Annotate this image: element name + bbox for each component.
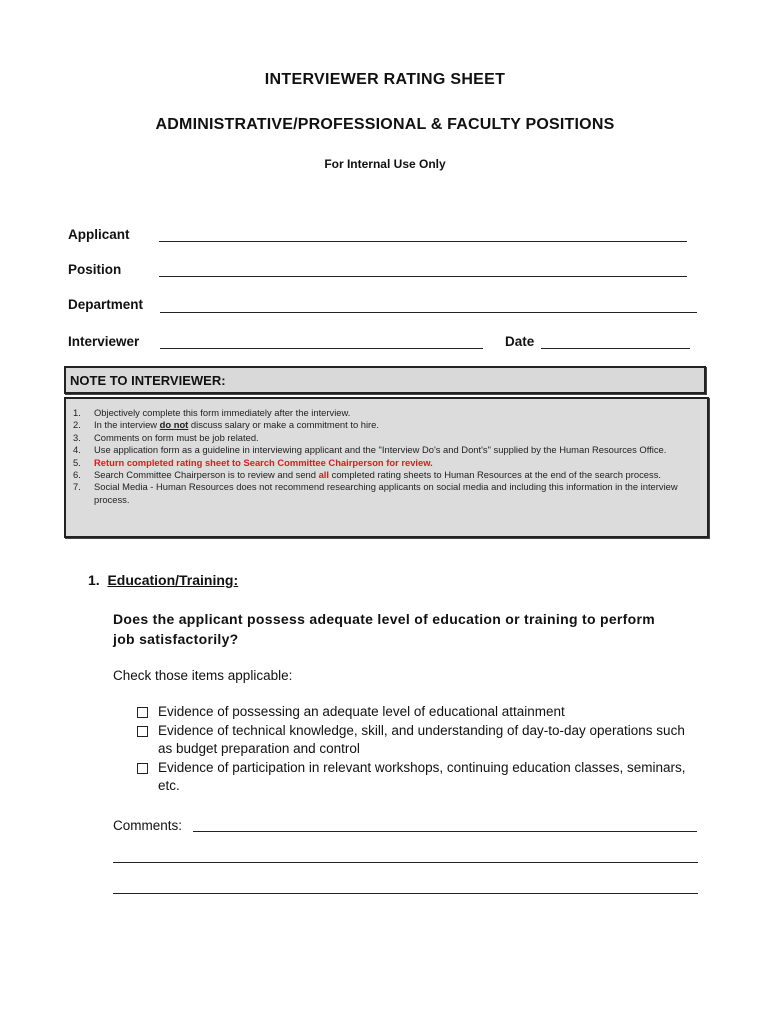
note-list — [66, 407, 696, 506]
note-item: 4. Use application form as a guideline in interviewing applicant and the "Interview Do's and Dont's" supplied by the Human Resources Office. — [73, 444, 667, 456]
section-number: 1. — [88, 572, 100, 588]
checklist-item: Evidence of technical knowledge, skill, and understanding of day-to-day operations such as budget preparation and control — [136, 722, 696, 759]
checkbox[interactable] — [137, 726, 148, 737]
date-field[interactable] — [541, 348, 690, 349]
comments-line[interactable] — [113, 862, 698, 863]
checklist — [136, 703, 696, 796]
note-body — [64, 397, 709, 538]
page-subtitle: ADMINISTRATIVE/PROFESSIONAL & FACULTY POSITIONS — [155, 116, 615, 133]
comments-line[interactable] — [113, 893, 698, 894]
note-item: 2. In the interview do not discuss salary or make a commitment to hire. — [73, 419, 379, 431]
section-question: Does the applicant possess adequate level of education or training to perform job satisfactorily? — [113, 611, 655, 647]
section-title: Education/Training: — [107, 572, 239, 588]
note-item: 6. Search Committee Chairperson is to review and send all completed rating sheets to Human Resources at the end of the search process. — [73, 469, 661, 481]
position-label: Position — [68, 262, 122, 277]
note-header — [64, 366, 706, 394]
department-label: Department — [68, 297, 144, 312]
checkbox[interactable] — [137, 707, 148, 718]
emphasis-do-not: do not — [159, 419, 189, 431]
note-item: 1. Objectively complete this form immediately after the interview. — [73, 407, 351, 418]
section-heading — [88, 572, 238, 588]
position-field[interactable] — [159, 276, 687, 277]
checklist-item: Evidence of participation in relevant workshops, continuing education classes, seminars, etc. — [136, 759, 696, 796]
check-instruction: Check those items applicable: — [113, 668, 293, 683]
interviewer-label: Interviewer — [68, 334, 140, 349]
note-item: 5. Return completed rating sheet to Search Committee Chairperson for review. — [73, 456, 433, 468]
usage-note: For Internal Use Only — [324, 157, 446, 171]
note-heading: NOTE TO INTERVIEWER: — [70, 373, 226, 388]
emphasis-all: all — [318, 469, 330, 481]
comments-line[interactable] — [193, 831, 697, 832]
comments-label: Comments: — [113, 818, 183, 833]
date-label: Date — [505, 334, 535, 349]
interviewer-field[interactable] — [160, 348, 483, 349]
checkbox[interactable] — [137, 763, 148, 774]
return-instruction: Return completed rating sheet to Search Committee Chairperson for review. — [94, 456, 433, 468]
applicant-label: Applicant — [68, 227, 130, 242]
department-field[interactable] — [160, 312, 697, 313]
note-item: 3. Comments on form must be job related. — [73, 431, 259, 443]
checklist-item: Evidence of possessing an adequate level of educational attainment — [136, 703, 696, 722]
page-title: INTERVIEWER RATING SHEET — [264, 71, 506, 88]
note-item: 7. Social Media - Human Resources does not recommend researching applicants on social media and including this information in the interview process. — [73, 481, 678, 505]
applicant-field[interactable] — [159, 241, 687, 242]
